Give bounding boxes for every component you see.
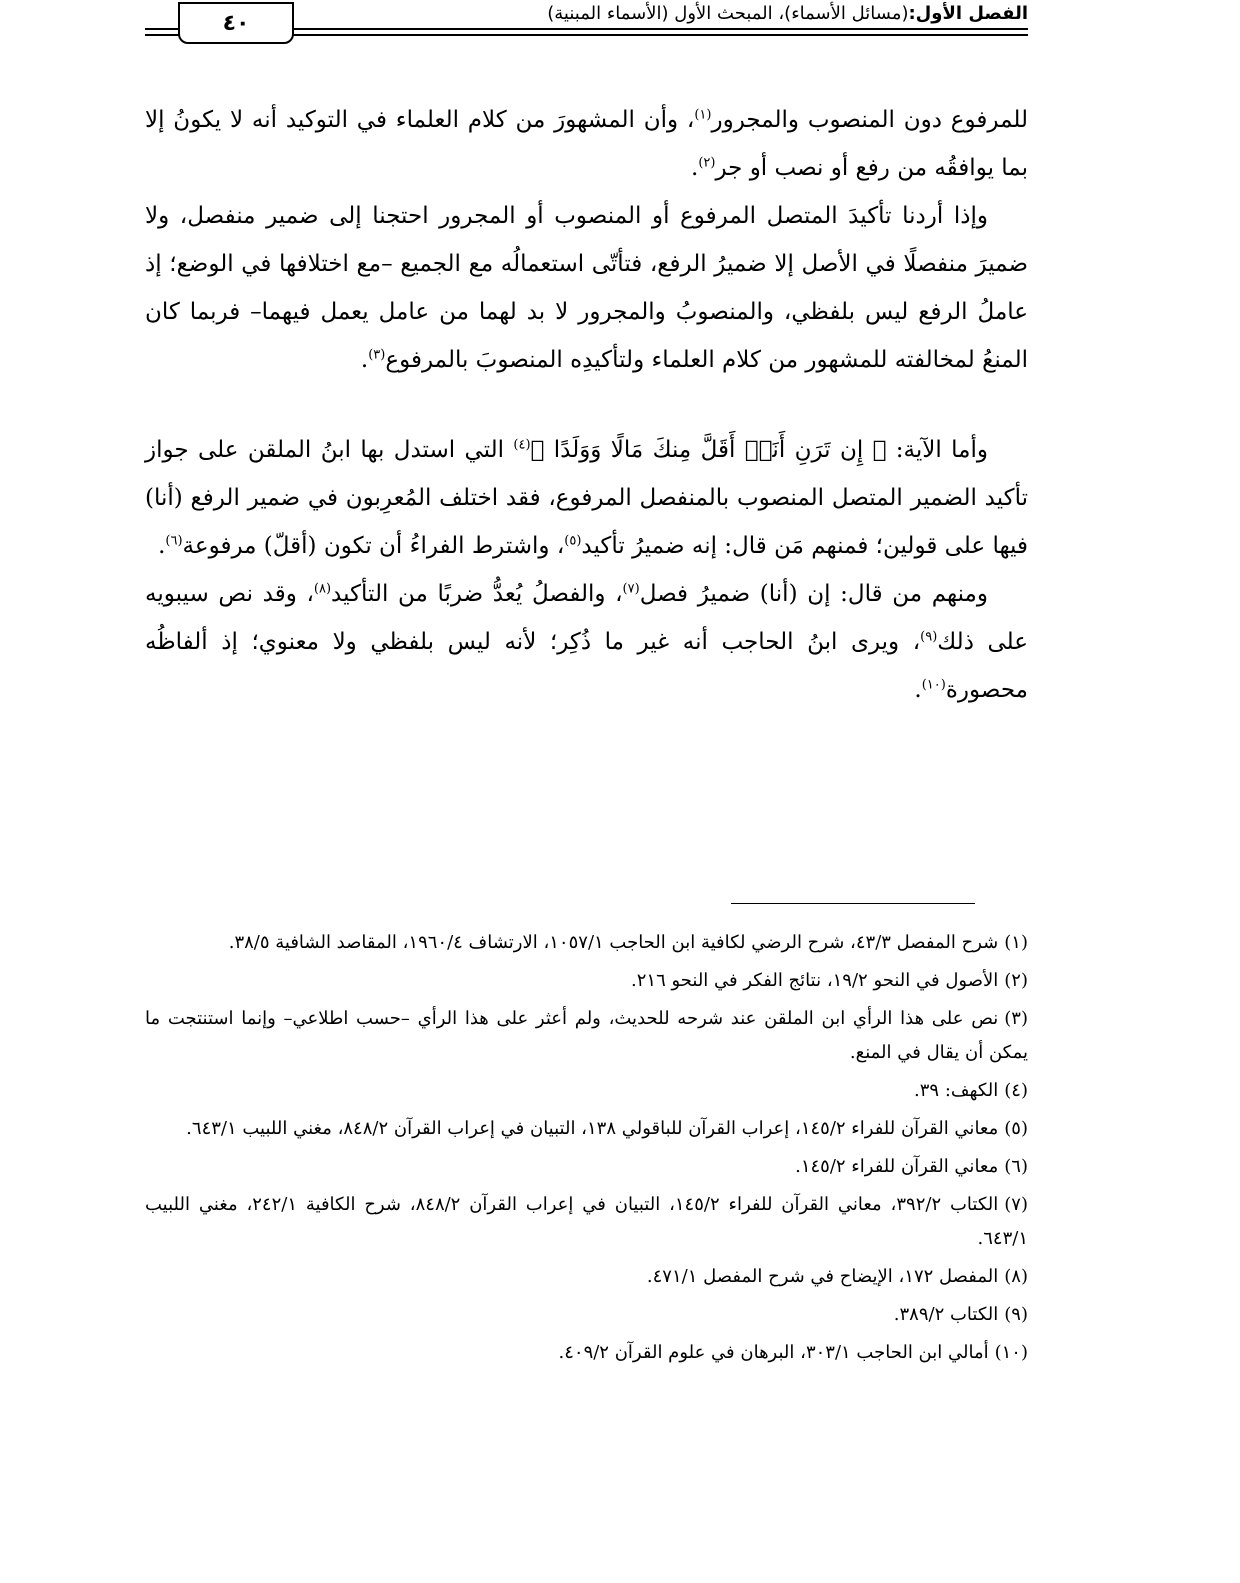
text-run: . — [360, 347, 369, 373]
text-run: للمرفوع دون المنصوب والمجرور — [711, 107, 1028, 133]
quran-verse: ﴿ إِن تَرَنِ أَنَا۠ أَقَلَّ مِنكَ مَالًا وَوَلَدًا ﴾ — [530, 437, 887, 463]
footnote-number: (٦) — [1004, 1156, 1028, 1177]
footnote-text: نص على هذا الرأي ابن الملقن عند شرحه للحديث، ولم أعثر على هذا الرأي –حسب اطلاعي– وإنما استنتجت ما يمكن أن يقال في المنع. — [145, 1008, 1028, 1063]
footnote-ref[interactable]: (٢) — [698, 155, 716, 171]
footnote-text: المفصل ١٧٢، الإيضاح في شرح المفصل ٤٧١/١. — [646, 1266, 999, 1287]
footnote-ref[interactable]: (٣) — [368, 347, 386, 363]
footnote-number: (٥) — [1004, 1118, 1028, 1139]
footnote-ref[interactable]: (٥) — [564, 533, 582, 549]
paragraph-4 — [145, 570, 1028, 714]
footnote-10 — [145, 1336, 1028, 1370]
footnote-ref[interactable]: (٦) — [165, 533, 183, 549]
page-number: ٤٠ — [178, 2, 294, 44]
footnote-ref[interactable]: (٨) — [313, 581, 332, 597]
text-run: . — [158, 533, 166, 559]
footnote-7 — [145, 1188, 1028, 1256]
footnote-9 — [145, 1298, 1028, 1332]
footnote-text: الكهف: ٣٩. — [914, 1080, 999, 1101]
text-run: . — [914, 677, 922, 703]
paragraph-2 — [145, 192, 1028, 384]
text-run: وأما الآية: — [886, 437, 988, 463]
main-text — [145, 96, 1028, 714]
footnote-text: الكتاب ٣٨٩/٢. — [893, 1304, 999, 1325]
footnote-1 — [145, 926, 1028, 960]
page-header — [145, 0, 1028, 46]
footnote-number: (١) — [1004, 932, 1028, 953]
footnote-number: (٤) — [1004, 1080, 1028, 1101]
footnote-text: الأصول في النحو ١٩/٢، نتائج الفكر في النحو ٢١٦. — [631, 970, 999, 991]
text-run: ، ويرى ابنُ الحاجب أنه غير ما ذُكِر؛ لأنه ليس بلفظي ولا معنوي؛ إذ ألفاظُه محصورة — [145, 629, 1028, 703]
footnote-5 — [145, 1112, 1028, 1146]
footnote-number: (٨) — [1004, 1266, 1028, 1287]
footnote-number: (٣) — [1004, 1008, 1028, 1029]
section-title: (مسائل الأسماء)، المبحث الأول (الأسماء المبنية) — [547, 3, 909, 24]
footnote-number: (٩) — [1004, 1304, 1028, 1325]
text-run: ، وقد نص سيبويه على ذلك — [145, 581, 1029, 655]
footnote-text: أمالي ابن الحاجب ٣٠٣/١، البرهان في علوم القرآن ٤٠٩/٢. — [558, 1342, 989, 1363]
footnote-separator — [731, 903, 975, 904]
footnote-2 — [145, 964, 1028, 998]
footnote-ref[interactable]: (١٠) — [921, 677, 946, 693]
footnote-text: شرح المفصل ٤٣/٣، شرح الرضي لكافية ابن الحاجب ١٠٥٧/١، الارتشاف ١٩٦٠/٤، المقاصد الشافية ٣٨/٥. — [228, 932, 999, 953]
text-run: ، واشترط الفراءُ أن تكون (أقلّ) مرفوعة — [182, 533, 565, 559]
footnote-8 — [145, 1260, 1028, 1294]
text-run: ، وأن المشهورَ من كلام العلماء في التوكيد أنه لا يكونُ إلا بما يوافقُه من رفع أو نصب أو جر — [145, 107, 1028, 181]
text-run: التي استدل بها ابنُ الملقن على جواز تأكيد الضمير المتصل المنصوب بالمنفصل المرفوع، فقد اختلف المُعرِبون في ضمير الرفع (أنا) فيها على قولين؛ فمنهم مَن قال: إنه ضميرُ تأكيد — [145, 437, 1028, 559]
footnote-4 — [145, 1074, 1028, 1108]
text-run: ومنهم من قال: إن (أنا) ضميرُ فصل — [639, 581, 988, 607]
text-run: ، والفصلُ يُعدُّ ضربًا من التأكيد — [331, 581, 623, 607]
footnote-number: (٧) — [1004, 1194, 1028, 1215]
footnote-ref[interactable]: (٩) — [920, 629, 938, 645]
text-run: . — [691, 155, 699, 181]
footnote-ref[interactable]: (٤) — [513, 437, 531, 453]
footnote-text: معاني القرآن للفراء ١٤٥/٢، إعراب القرآن للباقولي ١٣٨، التبيان في إعراب القرآن ٨٤٨/٢، مغني اللبيب ٦٤٣/١. — [186, 1118, 999, 1139]
paragraph-1 — [145, 96, 1028, 192]
footnote-text: الكتاب ٣٩٢/٢، معاني القرآن للفراء ١٤٥/٢، التبيان في إعراب القرآن ٨٤٨/٢، شرح الكافية ٢٤٢/١، مغني اللبيب ٦٤٣/١. — [145, 1194, 1028, 1249]
footnote-ref[interactable]: (١) — [694, 107, 712, 123]
footnotes — [145, 926, 1028, 1374]
footnote-number: (٢) — [1004, 970, 1028, 991]
footnote-6 — [145, 1150, 1028, 1184]
chapter-title: الفصل الأول: — [908, 3, 1028, 24]
text-run: وإذا أردنا تأكيدَ المتصل المرفوع أو المنصوب أو المجرور احتجنا إلى ضمير منفصل، ولا ضميرَ منفصلًا في الأصل إلا ضميرُ الرفع، فتأتّى استعمالُه مع الجميع –مع اختلافها في الوضع؛ إذ عاملُ الرفع ليس بلفظي، والمنصوبُ والمجرور لا بد لهما من عامل يعمل فيهما– فربما كان المنعُ لمخالفته للمشهور من كلام العلماء ولتأكيدِه المنصوبَ بالمرفوع — [145, 203, 1028, 373]
paragraph-3 — [145, 426, 1028, 570]
footnote-ref[interactable]: (٧) — [622, 581, 640, 597]
footnote-3 — [145, 1002, 1028, 1070]
footnote-number: (١٠) — [994, 1342, 1028, 1363]
footnote-text: معاني القرآن للفراء ١٤٥/٢. — [795, 1156, 999, 1177]
running-head — [547, 3, 1028, 24]
